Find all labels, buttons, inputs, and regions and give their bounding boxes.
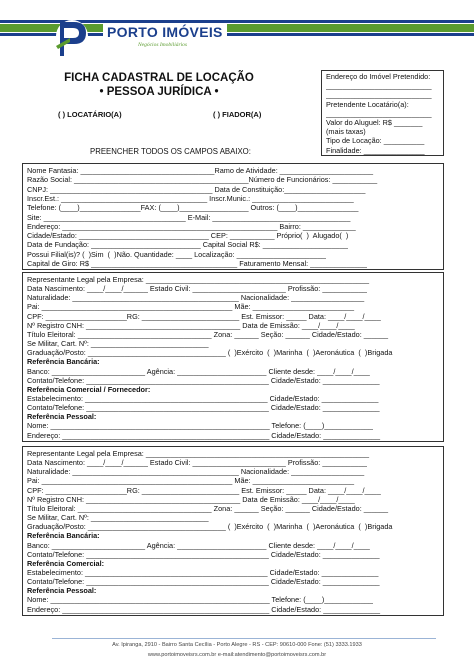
reference-heading: Referência Bancária: xyxy=(27,532,100,541)
company-field-line[interactable]: Nome Fantasia: _________________________________Ramo de Atividade: _______________________ xyxy=(27,167,374,175)
representative-field-line[interactable]: Nº Registro CNH: ______________________________________ Data de Emissão: ____/____/____ xyxy=(27,321,355,330)
company-field-line[interactable]: Razão Social: ___________________________________________Número de Funcionários: ___________ xyxy=(27,176,378,185)
logo-p-icon xyxy=(50,16,94,60)
representative-field-line[interactable]: CPF: ____________________RG: ________________________ Est. Emissor: _____ Data: ____/____/____ xyxy=(27,312,381,321)
side-box-line: Pretendente Locatário(a): xyxy=(326,100,409,109)
representative-field-line[interactable]: Título Eleitoral: _________________________________ Zona: ______ Seção: ______ Cidade/Estado: ______ xyxy=(27,330,389,339)
representative-field-line[interactable]: Pai: _______________________________________________ Mãe: _________________________ xyxy=(27,303,355,312)
representative-field-line[interactable]: Endereço: ___________________________________________________ Cidade/Estado: ______________ xyxy=(27,431,381,440)
representative-field-line[interactable]: Nome: ______________________________________________________ Telefone: (____)____________ xyxy=(27,596,373,605)
representative-field-line[interactable]: Contato/Telefone: _____________________________________________ Cidade/Estado: ______________ xyxy=(27,578,380,587)
role-fiador[interactable]: ( ) FIADOR(A) xyxy=(213,110,262,119)
company-field-line[interactable]: Capital de Giro: R$ ____________________________________ Faturamento Mensal: ______________ xyxy=(27,260,367,268)
company-field-line[interactable]: Data de Fundação: ___________________________ Capital Social R$: _____________________ xyxy=(27,241,348,250)
brand-name: PORTO IMÓVEIS xyxy=(103,24,227,40)
property-info-box xyxy=(321,70,444,156)
representative-field-line[interactable]: CPF: ____________________RG: ________________________ Est. Emissor: _____ Data: ____/____/____ xyxy=(27,486,381,495)
side-box-line[interactable]: __________________________ xyxy=(326,91,432,100)
footer-address: Av. Ipiranga, 2910 - Bairro Santa Cecília - Porto Alegre - RS - CEP: 90610-000 Fone: (51) 3333.1933 xyxy=(112,642,362,648)
side-box-line[interactable]: __________________________ xyxy=(326,82,432,91)
representative-field-line[interactable]: Contato/Telefone: _____________________________________________ Cidade/Estado: ______________ xyxy=(27,376,380,385)
reference-heading: Referência Bancária: xyxy=(27,358,100,367)
representative-field-line[interactable]: Representante Legal pela Empresa: _______________________________________________________ xyxy=(27,276,370,284)
representative-field-line[interactable]: Data Nascimento: ____/____/______ Estado Civil: _______________________ Profissão: ___________ xyxy=(27,285,367,294)
representative-field-line[interactable]: Nome: ______________________________________________________ Telefone: (____)____________ xyxy=(27,422,373,431)
representative-field-line[interactable]: Nº Registro CNH: ______________________________________ Data de Emissão: ____/____/____ xyxy=(27,495,355,504)
representative-field-line[interactable]: Estabelecimento: _____________________________________________ Cidade/Estado: ______________ xyxy=(27,568,379,577)
representative-field-line[interactable]: Banco: _______________________ Agência: ______________________ Cliente desde: ____/____/____ xyxy=(27,541,370,550)
representative-field-line[interactable]: Graduação/Posto: __________________________________ ( )Exército ( )Marinha ( )Aeronáutica ( )Brigada xyxy=(27,523,393,532)
representative-field-line[interactable]: Naturalidade: _________________________________________ Nacionalidade: __________________ xyxy=(27,468,365,477)
representative-field-line[interactable]: Estabelecimento: _____________________________________________ Cidade/Estado: ______________ xyxy=(27,394,379,403)
representative-field-line[interactable]: Endereço: ___________________________________________________ Cidade/Estado: ______________ xyxy=(27,605,381,614)
side-box-line[interactable]: Tipo de Locação: __________ xyxy=(326,137,425,146)
reference-heading: Referência Pessoal: xyxy=(27,587,97,596)
company-field-line[interactable]: CNPJ: ________________________________________ Data de Constituição:____________________ xyxy=(27,185,366,194)
side-box-line[interactable]: __________________________ xyxy=(326,109,432,118)
representative-field-line[interactable]: Se Militar, Cart. Nº: _____________________________ xyxy=(27,514,209,523)
representative-field-line[interactable]: Contato/Telefone: _____________________________________________ Cidade/Estado: ______________ xyxy=(27,550,380,559)
footer-rule xyxy=(52,638,436,639)
representative-field-line[interactable]: Se Militar, Cart. Nº: _____________________________ xyxy=(27,340,209,349)
representative-section-2 xyxy=(22,446,444,616)
side-box-line: Endereço do Imóvel Pretendido: xyxy=(326,73,431,81)
company-field-line[interactable]: Telefone: (____)_______________FAX: (____)_________________ Outros: (____)_______________ xyxy=(27,204,359,213)
company-section xyxy=(22,163,444,270)
company-field-line[interactable]: Cidade/Estado: ________________________________ CEP: ___________ Próprio( ) Alugado( ) xyxy=(27,232,349,241)
form-title: FICHA CADASTRAL DE LOCAÇÃO xyxy=(64,72,254,84)
company-field-line[interactable]: Endereço: _____________________________________________________ Bairro: _____________ xyxy=(27,222,356,231)
brand-tagline: Negócios Imobiliários xyxy=(138,42,188,48)
side-box-line: (mais taxas) xyxy=(326,128,366,137)
fill-instruction: PREENCHER TODOS OS CAMPOS ABAIXO: xyxy=(90,147,251,156)
reference-heading: Referência Pessoal: xyxy=(27,413,97,422)
representative-field-line[interactable]: Naturalidade: _________________________________________ Nacionalidade: __________________ xyxy=(27,294,365,303)
role-locatario[interactable]: ( ) LOCATÁRIO(A) xyxy=(58,110,122,119)
company-field-line[interactable]: Site: ___________________________________ E-Mail: __________________________________ xyxy=(27,213,351,222)
company-field-line[interactable]: Inscr.Est.: ____________________________________ Inscr.Munic.: _________________________ xyxy=(27,194,354,203)
footer-contact: www.portoimoveisrs.com.br e-mail:atendimento@portoimoveisrs.com.br xyxy=(147,652,327,658)
representative-field-line[interactable]: Representante Legal pela Empresa: _______________________________________________________ xyxy=(27,450,370,458)
reference-heading: Referência Comercial: xyxy=(27,559,105,568)
representative-field-line[interactable]: Pai: _______________________________________________ Mãe: _________________________ xyxy=(27,477,355,486)
side-box-line[interactable]: Valor do Aluguel: R$ _______ xyxy=(326,119,423,127)
side-box-line[interactable]: Finalidade: _______________ xyxy=(326,146,425,155)
company-field-line[interactable]: Possui Filial(is)? ( )Sim ( )Não. Quantidade: ____ Localização: ______________________ xyxy=(27,250,326,259)
form-subtitle: • PESSOA JURÍDICA • xyxy=(99,86,219,98)
representative-field-line[interactable]: Banco: _______________________ Agência: ______________________ Cliente desde: ____/____/____ xyxy=(27,367,370,376)
reference-heading: Referência Comercial / Fornecedor: xyxy=(27,385,151,394)
representative-field-line[interactable]: Data Nascimento: ____/____/______ Estado Civil: _______________________ Profissão: ___________ xyxy=(27,459,367,468)
representative-field-line[interactable]: Título Eleitoral: _________________________________ Zona: ______ Seção: ______ Cidade/Estado: ______ xyxy=(27,504,389,513)
representative-section-1 xyxy=(22,272,444,442)
representative-field-line[interactable]: Graduação/Posto: __________________________________ ( )Exército ( )Marinha ( )Aeronáutica ( )Brigada xyxy=(27,349,393,358)
representative-field-line[interactable]: Contato/Telefone: _____________________________________________ Cidade/Estado: ______________ xyxy=(27,404,380,413)
